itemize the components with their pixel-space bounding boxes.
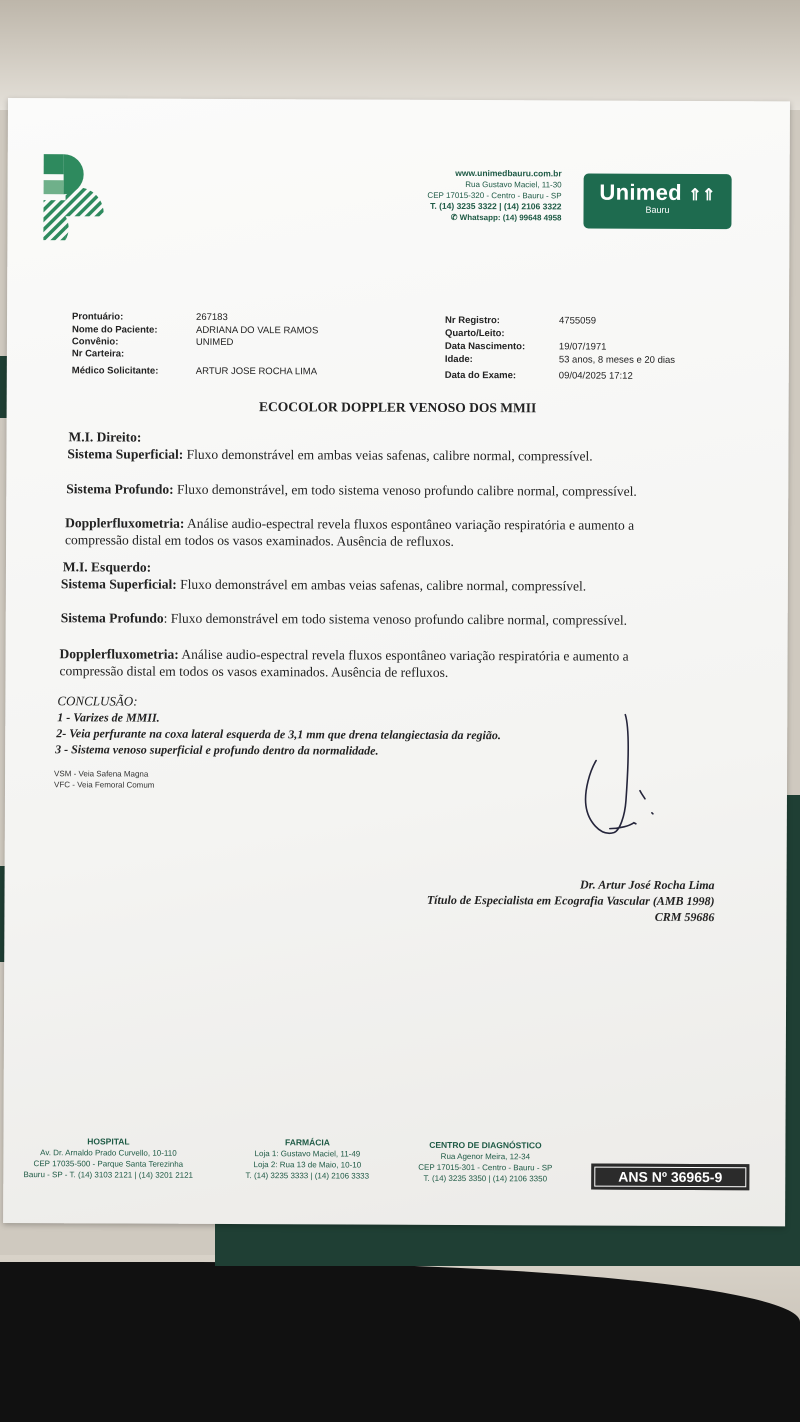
conclusion-heading: CONCLUSÃO: [57,693,138,709]
farmacia-line-2: Loja 2: Rua 13 de Maio, 10-10 [253,1160,362,1170]
left-deep: Sistema Profundo: Fluxo demonstrável em todo sistema venoso profundo calibre normal, compressível. [60,610,628,628]
footer-farmacia [217,1137,397,1182]
idade-label: Idade: [444,353,473,366]
patient-name-label: Nome do Paciente: [71,324,158,336]
convenio-label: Convênio: [71,336,119,348]
abbreviation-vfc: VFC - Veia Femoral Comum [53,780,155,790]
phone-line: T. (14) 3235 3322 | (14) 2106 3322 [430,200,562,212]
brand-city: Bauru [645,204,670,215]
prontuario-value: 267183 [196,311,228,323]
medico-value: ARTUR JOSE ROCHA LIMA [195,365,318,378]
brand-symbol-icon: ⇑⇑ [688,186,716,205]
dark-cloth [0,1262,800,1422]
hospital-line-3: Bauru - SP - T. (14) 3103 2121 | (14) 3201 2121 [23,1170,194,1180]
nascimento-label: Data Nascimento: [444,340,526,353]
stone-background-top [0,0,800,110]
diagnostico-line-2: CEP 17015-301 - Centro - Bauru - SP [418,1162,553,1173]
whatsapp-line [427,212,561,224]
quarto-label: Quarto/Leito: [444,327,505,340]
convenio-value: UNIMED [195,336,234,348]
right-deep: Sistema Profundo: Fluxo demonstrável, em todo sistema venoso profundo calibre normal, compressível. [66,481,637,499]
footer-hospital [8,1136,208,1181]
unimed-logo-icon [41,150,105,244]
exame-label: Data do Exame: [444,369,517,382]
whatsapp-icon: ✆ [450,212,460,222]
registro-label: Nr Registro: [445,314,500,327]
report-title: ECOCOLOR DOPPLER VENOSO DOS MMII [258,399,537,416]
farmacia-line-1: Loja 1: Gustavo Maciel, 11-49 [254,1149,361,1159]
right-doppler: Dopplerfluxometria: Análise audio-espectral revela fluxos espontâneo variação respiratória e aumento a [65,515,635,533]
footer-diagnostico [395,1140,575,1185]
right-doppler-cont: compressão distal em todos os vasos examinados. Ausência de refluxos. [65,532,454,549]
medico-label: Médico Solicitante: [71,365,159,377]
diagnostico-line-3: T. (14) 3235 3350 | (14) 2106 3350 [423,1173,548,1184]
nascimento-value: 19/07/1971 [558,341,607,353]
website-link[interactable]: www.unimedbauru.com.br [455,167,562,179]
abbreviations [54,768,155,790]
hospital-line-1: Av. Dr. Arnaldo Prado Curvello, 10-110 [40,1148,177,1158]
conclusion-item-2: 2- Veia perfurante na coxa lateral esquerda de 3,1 mm que drena telangiectasia da região. [56,726,501,743]
diagnostico-heading: CENTRO DE DIAGNÓSTICO [429,1139,542,1151]
abbreviation-vsm: VSM - Veia Safena Magna [54,769,149,779]
doctor-crm: CRM 59686 [654,909,715,925]
farmacia-heading: FARMÁCIA [284,1137,330,1148]
patient-name-value: ADRIANA DO VALE RAMOS [195,324,319,337]
whatsapp-text: Whatsapp: (14) 99648 4958 [459,212,562,223]
left-leg-heading: M.I. Esquerdo: [62,559,152,575]
conclusion-item-1: 1 - Varizes de MMII. [57,710,160,725]
doctor-name: Dr. Artur José Rocha Lima [579,877,715,893]
cep-line: CEP 17015-320 - Centro - Bauru - SP [427,190,562,201]
left-doppler: Dopplerfluxometria: Análise audio-espectral revela fluxos espontâneo variação respiratória e aumento a [59,646,629,664]
right-superficial: Sistema Superficial: Fluxo demonstrável em ambas veias safenas, calibre normal, compressível. [67,446,593,464]
hospital-heading: HOSPITAL [87,1136,130,1147]
prontuario-label: Prontuário: [72,311,124,323]
unimed-brand-badge [583,174,731,230]
right-leg-heading: M.I. Direito: [68,429,142,445]
green-folder-edge [785,795,800,1225]
registro-value: 4755059 [559,315,597,327]
left-superficial: Sistema Superficial: Fluxo demonstrável em ambas veias safenas, calibre normal, compressível. [60,576,587,594]
exame-value: 09/04/2025 17:12 [558,370,633,382]
left-doppler-cont: compressão distal em todos os vasos examinados. Ausência de refluxos. [59,663,449,680]
doctor-block [427,876,715,925]
ans-registration-badge: ANS Nº 36965-9 [591,1164,749,1191]
address-line: Rua Gustavo Maciel, 11-30 [465,179,562,190]
conclusion-item-3: 3 - Sistema venoso superficial e profundo dentro da normalidade. [55,742,379,758]
carteira-label: Nr Carteira: [71,348,125,360]
hospital-line-2: CEP 17035-500 - Parque Santa Terezinha [33,1159,184,1169]
exam-report-page [3,98,790,1226]
doctor-title: Título de Especialista em Ecografia Vascular (AMB 1998) [426,892,715,909]
farmacia-line-3: T. (14) 3235 3333 | (14) 2106 3333 [245,1171,370,1181]
contact-info [427,168,561,224]
doctor-signature [570,710,681,850]
brand-name: Unimed ⇑⇑ [599,179,716,205]
diagnostico-line-1: Rua Agenor Meira, 12-34 [440,1151,531,1162]
idade-value: 53 anos, 8 meses e 20 dias [558,354,676,366]
